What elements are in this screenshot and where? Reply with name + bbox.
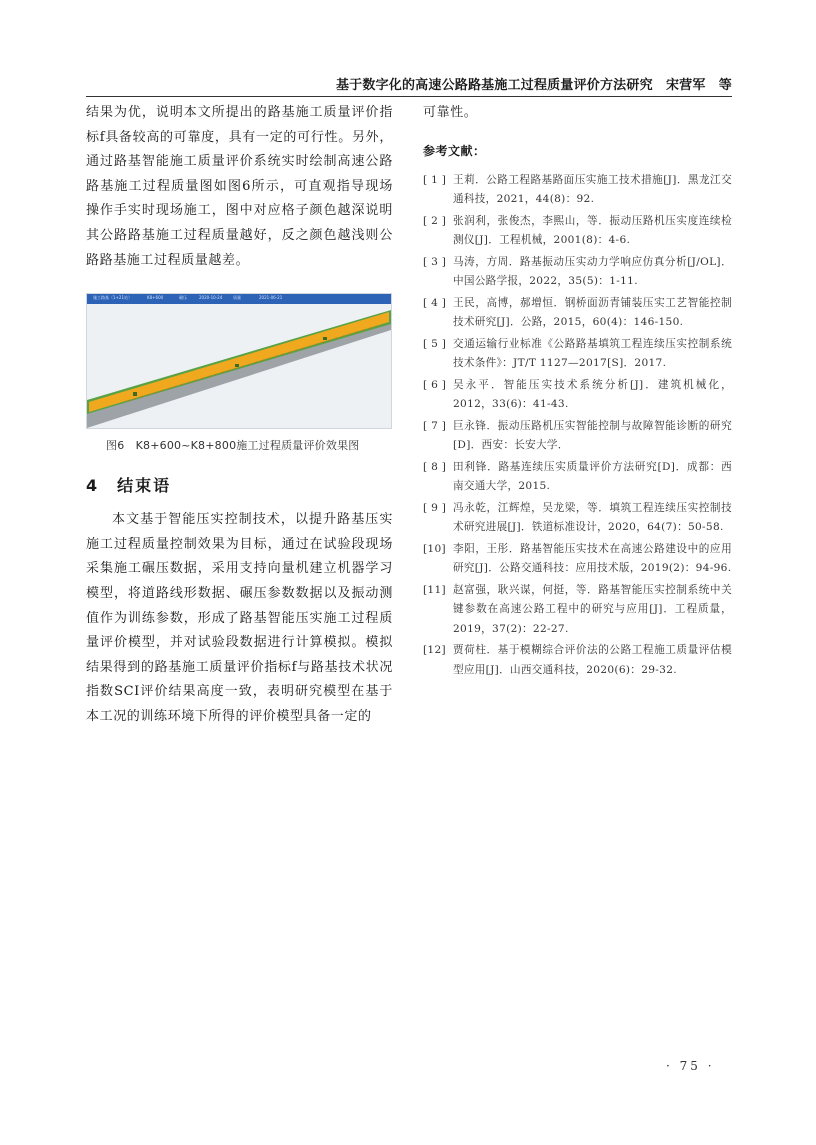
reference-item (423, 458, 732, 497)
band-marker (235, 364, 239, 367)
figure-toolbar-label: 施工路基（1+21站） (93, 295, 132, 301)
reference-text: 王民，高博，郝增恒．钢桥面沥青铺装压实工艺智能控制技术研究[J]．公路，2015，60(4)：146-150. (453, 296, 732, 329)
reference-number: [ 7 ] (423, 419, 447, 432)
figure-6 (86, 293, 392, 429)
figure-toolbar (87, 294, 391, 304)
reference-number: [12] (423, 644, 446, 657)
reference-item (423, 581, 732, 640)
left-column (86, 101, 393, 730)
reference-text: 巨永锋．振动压路机压实智能控制与故障智能诊断的研究[D]．西安：长安大学． (453, 419, 732, 452)
figure-toolbar-label: 2021-06-21 (259, 295, 283, 301)
reference-item (423, 253, 732, 292)
reference-text: 田利锋．路基连续压实质量评价方法研究[D]．成都：西南交通大学，2015. (453, 460, 732, 493)
running-header: 基于数字化的高速公路路基施工过程质量评价方法研究 宋营军 等 (335, 78, 732, 93)
reference-item (423, 212, 732, 251)
figure-caption: 图6 K8+600~K8+800施工过程质量评价效果图 (106, 439, 360, 453)
body-paragraph-2: 本文基于智能压实控制技术，以提升路基压实施工过程质量控制效果为目标，通过在试验段现场采集施工碾压数据，采用支持向量机建立机器学习模型，将道路线形数据、碾压参数数据以及振动测值作为训练参数，形成了路基智能压实施工过程质量评价模型，并对试验段数据进行计算模拟。模拟结果得到的路基施工质量评价指标f与路基技术状况指数SCI评价结果高度一致，表明研究模型在基于本工况的训练环境下所得的评价模型具备一定的 (86, 512, 393, 724)
header-rule (86, 96, 732, 97)
reference-number: [ 2 ] (423, 214, 447, 227)
reference-item (423, 376, 732, 415)
continuation-text: 可靠性。 (423, 105, 478, 120)
reference-text: 贾荷柱．基于模糊综合评价法的公路工程施工质量评估模型应用[J]．山西交通科技，2020(6)：29-32. (453, 644, 732, 676)
reference-text: 李阳，王彤．路基智能压实技术在高速公路建设中的应用研究[J]．公路交通科技：应用技术版，2019(2)：94-96. (453, 542, 732, 575)
reference-text: 张润利，张俊杰，李熙山，等．振动压路机压实度连续检测仪[J]．工程机械，2001(8)：4-6. (453, 214, 732, 247)
figure-toolbar-label: 碾压 (179, 295, 187, 301)
right-column (423, 101, 732, 682)
reference-number: [ 6 ] (423, 378, 447, 391)
reference-number: [ 9 ] (423, 501, 447, 514)
section-title: 结束语 (117, 476, 172, 496)
body-paragraph-1: 结果为优，说明本文所提出的路基施工质量评价指标f具备较高的可靠度，具有一定的可行性。另外，通过路基智能施工质量评价系统实时绘制高速公路路基施工过程质量图如图6所示，可直观指导现场操作手实时现场施工，图中对应格子颜色越深说明其公路路基施工过程质量越好，反之颜色越浅则公路路基施工过程质量越差。 (86, 105, 393, 268)
reference-text: 王莉．公路工程路基路面压实施工技术措施[J]．黑龙江交通科技，2021，44(8)：92. (453, 173, 732, 206)
reference-text: 冯永乾，江辉煌，吴龙梁，等．填筑工程连续压实控制技术研究进展[J]．铁道标准设计，2020，64(7)：50-58. (453, 501, 732, 534)
figure-toolbar-label: 质量 (233, 295, 241, 301)
reference-number: [10] (423, 542, 446, 555)
reference-item (423, 294, 732, 333)
reference-number: [ 3 ] (423, 255, 447, 268)
band-marker (133, 392, 137, 396)
reference-text: 马涛，方周．路基振动压实动力学响应仿真分析[J/OL]．中国公路学报，2022，35(5)：1-11. (453, 255, 732, 288)
reference-item (423, 641, 732, 680)
figure-toolbar-label: K8+600 (147, 295, 164, 301)
reference-number: [ 1 ] (423, 173, 447, 186)
reference-number: [11] (423, 583, 446, 596)
reference-item (423, 540, 732, 579)
quality-band (89, 312, 389, 412)
reference-number: [ 5 ] (423, 337, 447, 350)
reference-text: 赵富强，耿兴谋，何挺，等．路基智能压实控制系统中关键参数在高速公路工程中的研究与应用[J]．工程质量，2019，37(2)：22-27. (453, 583, 732, 635)
page-number: · 75 · (666, 1059, 715, 1073)
references-list (423, 171, 732, 681)
reference-item (423, 417, 732, 456)
section-heading (86, 473, 393, 496)
reference-text: 吴永平．智能压实技术系统分析[J]．建筑机械化，2012，33(6)：41-43. (453, 378, 732, 411)
reference-item (423, 171, 732, 210)
reference-number: [ 4 ] (423, 296, 447, 309)
quality-map (87, 304, 391, 428)
band-marker (323, 337, 327, 340)
reference-text: 交通运输行业标准《公路路基填筑工程连续压实控制系统技术条件》：JT/T 1127—2017[S]．2017. (453, 337, 732, 370)
references-title: 参考文献： (423, 143, 486, 158)
reference-item (423, 335, 732, 374)
reference-item (423, 499, 732, 538)
reference-number: [ 8 ] (423, 460, 447, 473)
section-number: 4 (86, 476, 100, 496)
figure-toolbar-label: 2020-10-24 (199, 295, 223, 301)
